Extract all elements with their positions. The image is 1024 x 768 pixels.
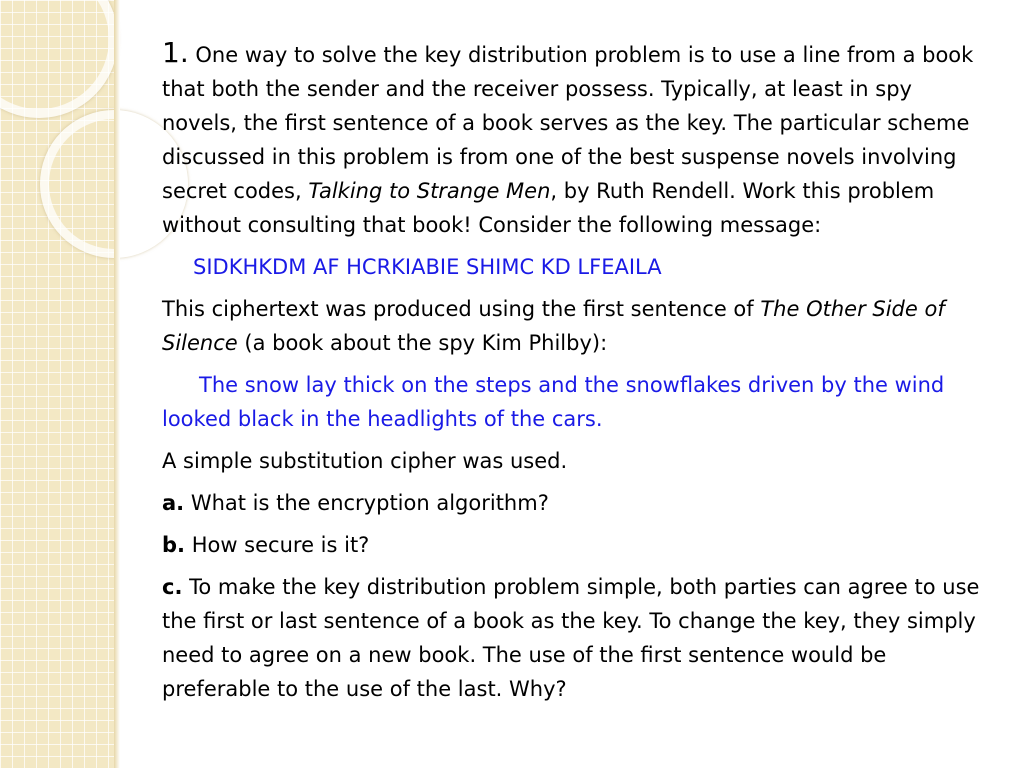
sidebar-edge [114, 0, 120, 768]
decorative-ring-icon [0, 0, 118, 118]
part-c [162, 570, 980, 706]
produced-paragraph [162, 292, 980, 360]
part-b-text: How secure is it? [185, 533, 370, 557]
part-a-label: a. [162, 491, 185, 515]
decorative-sidebar [0, 0, 114, 768]
produced-text-a: This ciphertext was produced using the first sentence of [162, 297, 761, 321]
part-a-text: What is the encryption algorithm? [184, 491, 549, 515]
substitution-note: A simple substitution cipher was used. [162, 449, 568, 473]
question-number: 1. [162, 36, 189, 69]
intro-paragraph [162, 36, 980, 242]
intro-text-b: , by Ruth Rendell. Work this problem without consulting that book! Consider the following message: [162, 179, 935, 237]
slide-content [162, 36, 980, 714]
produced-text-b: (a book about the spy Kim Philby): [237, 331, 608, 355]
book-title-other-side-of-silence: The Other Side of Silence [162, 297, 945, 355]
part-b-label: b. [162, 533, 186, 557]
part-b [162, 528, 980, 562]
book-title-talking-to-strange-men: Talking to Strange Men [308, 179, 551, 203]
part-c-text: To make the key distribution problem simple, both parties can agree to use the first or last sentence of a book as the key. To change the key, they simply need to agree on a new book. The use of the first sentence would be preferable to the use of the last. Why? [162, 575, 980, 701]
part-c-label: c. [162, 575, 183, 599]
key-sentence: The snow lay thick on the steps and the snowflakes driven by the wind looked black in the headlights of the cars. [162, 373, 945, 431]
part-a [162, 486, 980, 520]
ciphertext: SIDKHKDM AF HCRKIABIE SHIMC KD LFEAILA [193, 255, 662, 279]
intro-text-a: One way to solve the key distribution problem is to use a line from a book that both the sender and the receiver possess. Typically, at least in spy novels, the first sentence of a book serves as the key. The particular scheme discussed in this problem is from one of the best suspense novels involving secret codes, [162, 43, 974, 203]
